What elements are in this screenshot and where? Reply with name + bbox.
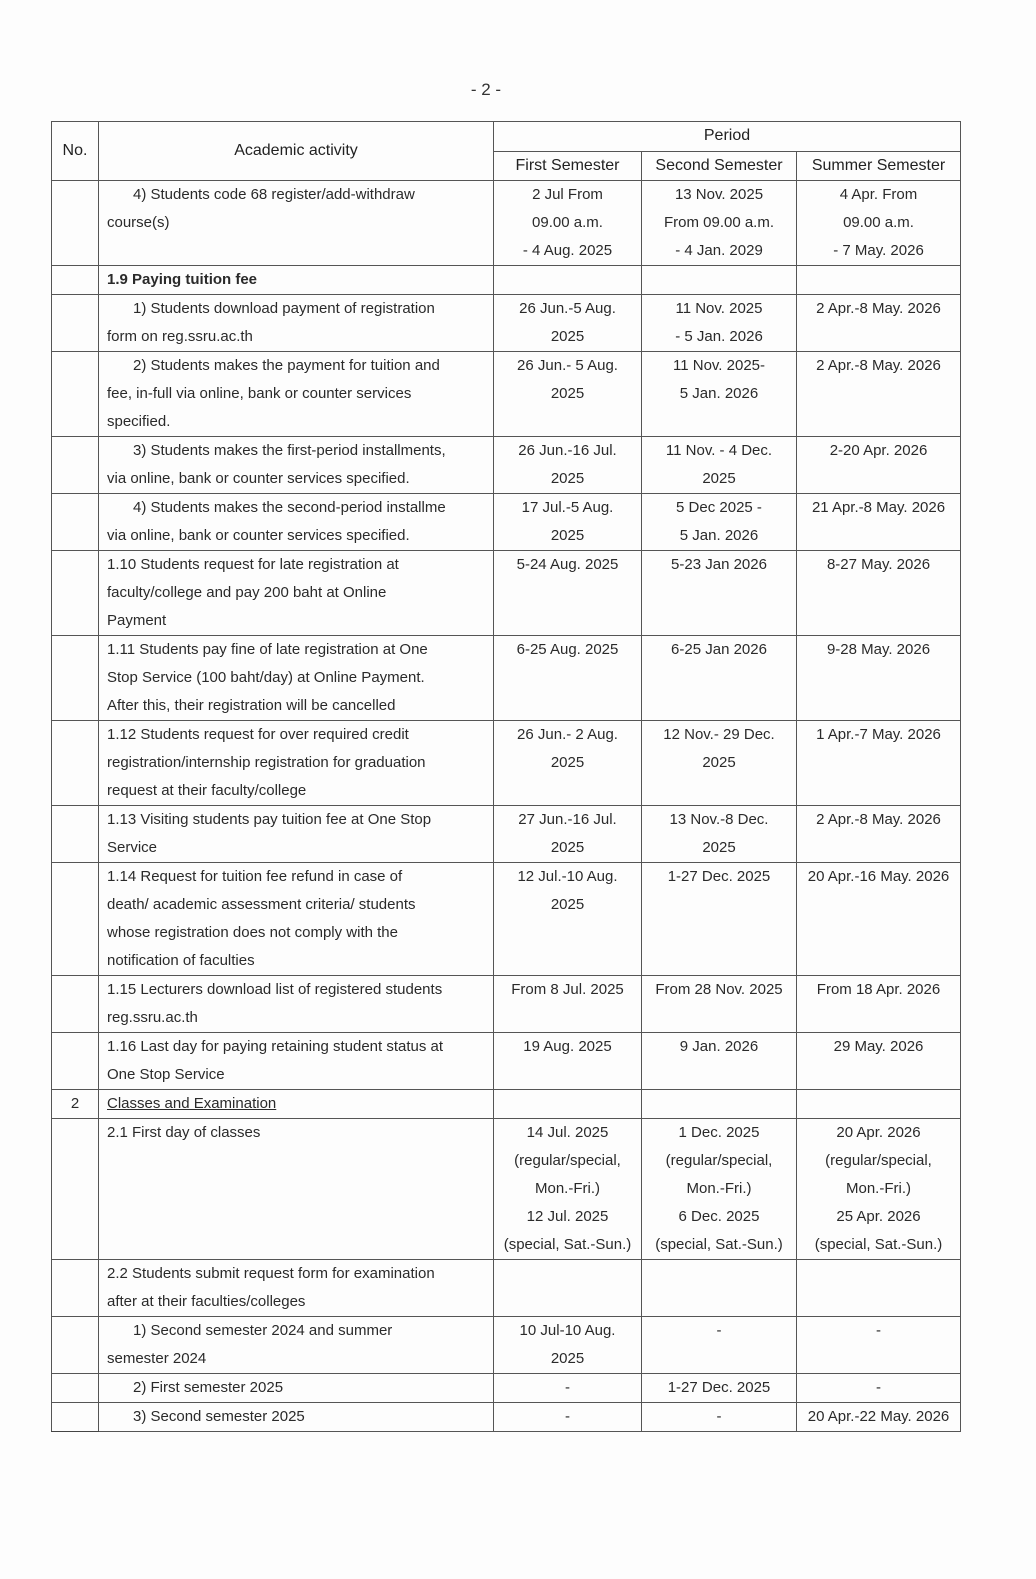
first-semester-date: 17 Jul.-5 Aug. <box>521 499 614 516</box>
activity-cell <box>99 352 494 437</box>
summer-semester-date: 2-20 Apr. 2026 <box>829 442 928 459</box>
header-second-semester: Second Semester <box>642 151 797 181</box>
summer-semester-date: - 7 May. 2026 <box>833 242 924 259</box>
row-number <box>52 1403 99 1432</box>
activity-cell <box>99 863 494 976</box>
row-number <box>52 1317 99 1374</box>
activity-cell <box>99 1317 494 1374</box>
summer-semester-date-cell <box>797 295 961 352</box>
first-semester-date: - <box>565 1379 570 1396</box>
summer-semester-date-cell <box>797 1033 961 1090</box>
activity-text: faculty/college and pay 200 baht at Online <box>107 584 387 601</box>
summer-semester-date: 25 Apr. 2026 <box>836 1208 921 1225</box>
first-semester-date: 2025 <box>550 328 585 345</box>
table-row <box>52 1317 961 1374</box>
activity-text: after at their faculties/colleges <box>107 1293 306 1310</box>
row-number <box>52 806 99 863</box>
second-semester-date-cell <box>642 1090 797 1119</box>
activity-text: course(s) <box>107 214 170 231</box>
summer-semester-date: 1 Apr.-7 May. 2026 <box>816 726 941 743</box>
first-semester-date: 2025 <box>550 754 585 771</box>
first-semester-date: 12 Jul. 2025 <box>526 1208 609 1225</box>
first-semester-date-cell <box>494 1403 642 1432</box>
page-number: - 2 - <box>470 80 502 99</box>
activity-text: 1.14 Request for tuition fee refund in case of <box>107 868 403 885</box>
activity-text: 1.15 Lecturers download list of registered students <box>107 981 443 998</box>
second-semester-date-cell <box>642 352 797 437</box>
second-semester-date-cell <box>642 1317 797 1374</box>
section-title: Classes and Examination <box>107 1095 277 1112</box>
second-semester-date: 6 Dec. 2025 <box>678 1208 760 1225</box>
second-semester-date: (regular/special, <box>665 1152 773 1169</box>
first-semester-date-cell <box>494 352 642 437</box>
second-semester-date-cell <box>642 1403 797 1432</box>
first-semester-date: 2025 <box>550 385 585 402</box>
table-row <box>52 1119 961 1260</box>
row-number <box>52 181 99 266</box>
activity-text: reg.ssru.ac.th <box>107 1009 198 1026</box>
activity-text: via online, bank or counter services specified. <box>107 470 410 487</box>
activity-cell <box>99 976 494 1033</box>
second-semester-date: 11 Nov. - 4 Dec. <box>665 442 773 459</box>
activity-text: via online, bank or counter services specified. <box>107 527 410 544</box>
activity-cell <box>99 1119 494 1260</box>
row-number <box>52 494 99 551</box>
activity-text: Service <box>107 839 158 856</box>
first-semester-date-cell <box>494 181 642 266</box>
first-semester-date-cell <box>494 1260 642 1317</box>
first-semester-date: 19 Aug. 2025 <box>523 1038 612 1055</box>
table-row <box>52 1260 961 1317</box>
first-semester-date-cell <box>494 1119 642 1260</box>
first-semester-date-cell <box>494 1090 642 1119</box>
first-semester-date: 2 Jul From <box>532 186 603 203</box>
header-no: No. <box>52 122 99 181</box>
second-semester-date: 6-25 Jan 2026 <box>671 641 767 658</box>
row-number: 2 <box>52 1090 99 1119</box>
summer-semester-date: 29 May. 2026 <box>833 1038 924 1055</box>
activity-text: 1) Second semester 2024 and summer <box>133 1322 393 1339</box>
activity-cell <box>99 181 494 266</box>
row-number <box>52 976 99 1033</box>
second-semester-date: 13 Nov.-8 Dec. <box>669 811 769 828</box>
second-semester-date: - 5 Jan. 2026 <box>675 328 763 345</box>
summer-semester-date-cell <box>797 1119 961 1260</box>
second-semester-date-cell <box>642 1260 797 1317</box>
summer-semester-date-cell <box>797 266 961 295</box>
activity-text: 3) Students makes the first-period installments, <box>133 442 446 459</box>
summer-semester-date: 8-27 May. 2026 <box>826 556 931 573</box>
second-semester-date-cell <box>642 266 797 295</box>
first-semester-date-cell <box>494 1374 642 1403</box>
second-semester-date: - 4 Jan. 2029 <box>675 242 763 259</box>
summer-semester-date: 2 Apr.-8 May. 2026 <box>816 300 941 317</box>
second-semester-date: From 28 Nov. 2025 <box>655 981 783 998</box>
first-semester-date: 27 Jun.-16 Jul. <box>518 811 617 828</box>
table-row <box>52 494 961 551</box>
table-row <box>52 352 961 437</box>
second-semester-date-cell <box>642 1374 797 1403</box>
second-semester-date: 5 Jan. 2026 <box>679 385 759 402</box>
table-body <box>52 181 961 1432</box>
summer-semester-date-cell <box>797 1090 961 1119</box>
academic-calendar-table <box>51 121 961 1432</box>
activity-text: 2.2 Students submit request form for examination <box>107 1265 435 1282</box>
activity-text: 1) Students download payment of registration <box>133 300 435 317</box>
header-first-semester: First Semester <box>494 151 642 181</box>
first-semester-date-cell <box>494 1033 642 1090</box>
summer-semester-date: 09.00 a.m. <box>843 214 914 231</box>
first-semester-date: 26 Jun.- 5 Aug. <box>517 357 618 374</box>
second-semester-date-cell <box>642 1119 797 1260</box>
summer-semester-date-cell <box>797 976 961 1033</box>
summer-semester-date-cell <box>797 1403 961 1432</box>
second-semester-date: 2025 <box>702 839 736 856</box>
summer-semester-date: 2 Apr.-8 May. 2026 <box>816 811 941 828</box>
first-semester-date-cell <box>494 494 642 551</box>
summer-semester-date-cell <box>797 494 961 551</box>
activity-text: form on reg.ssru.ac.th <box>107 328 253 345</box>
table-row <box>52 863 961 976</box>
second-semester-date-cell <box>642 1033 797 1090</box>
first-semester-date: 09.00 a.m. <box>532 214 603 231</box>
row-number <box>52 721 99 806</box>
header-period: Period <box>494 122 961 152</box>
first-semester-date: 5-24 Aug. 2025 <box>516 556 619 573</box>
second-semester-date: Mon.-Fri.) <box>686 1180 752 1197</box>
first-semester-date: Mon.-Fri.) <box>535 1180 600 1197</box>
second-semester-date-cell <box>642 806 797 863</box>
activity-text: fee, in-full via online, bank or counter services <box>107 385 412 402</box>
summer-semester-date-cell <box>797 721 961 806</box>
activity-text: 1.16 Last day for paying retaining student status at <box>107 1038 444 1055</box>
activity-text: After this, their registration will be cancelled <box>107 697 396 714</box>
first-semester-date: 2025 <box>550 527 585 544</box>
summer-semester-date-cell <box>797 181 961 266</box>
activity-text: 1.11 Students pay fine of late registration at One <box>107 641 428 658</box>
second-semester-date: 5 Jan. 2026 <box>679 527 759 544</box>
row-number <box>52 1260 99 1317</box>
first-semester-date-cell <box>494 551 642 636</box>
activity-text: 2) Students makes the payment for tuition and <box>133 357 440 374</box>
table-row <box>52 295 961 352</box>
summer-semester-date: From 18 Apr. 2026 <box>816 981 941 998</box>
first-semester-date-cell <box>494 636 642 721</box>
first-semester-date: - 4 Aug. 2025 <box>522 242 613 259</box>
activity-text: death/ academic assessment criteria/ students <box>107 896 416 913</box>
first-semester-date-cell <box>494 863 642 976</box>
summer-semester-date: 20 Apr.-22 May. 2026 <box>807 1408 950 1425</box>
first-semester-date-cell <box>494 806 642 863</box>
summer-semester-date-cell <box>797 1374 961 1403</box>
second-semester-date: 11 Nov. 2025 <box>675 300 763 317</box>
second-semester-date: 9 Jan. 2026 <box>679 1038 759 1055</box>
activity-cell <box>99 295 494 352</box>
summer-semester-date-cell <box>797 437 961 494</box>
activity-cell <box>99 1033 494 1090</box>
first-semester-date: 14 Jul. 2025 <box>526 1124 609 1141</box>
activity-cell <box>99 266 494 295</box>
second-semester-date: 1-27 Dec. 2025 <box>667 868 771 885</box>
second-semester-date: 1-27 Dec. 2025 <box>667 1379 771 1396</box>
summer-semester-date: - <box>876 1379 881 1396</box>
first-semester-date: 2025 <box>550 839 585 856</box>
summer-semester-date-cell <box>797 863 961 976</box>
second-semester-date: - <box>716 1408 722 1425</box>
first-semester-date-cell <box>494 437 642 494</box>
activity-text: One Stop Service <box>107 1066 225 1083</box>
first-semester-date-cell <box>494 295 642 352</box>
first-semester-date: 26 Jun.- 2 Aug. <box>517 726 618 743</box>
first-semester-date: (regular/special, <box>514 1152 621 1169</box>
activity-text: Payment <box>107 612 167 629</box>
second-semester-date: 1 Dec. 2025 <box>678 1124 760 1141</box>
row-number <box>52 1374 99 1403</box>
activity-cell <box>99 721 494 806</box>
table-section-row <box>52 1090 961 1119</box>
second-semester-date-cell <box>642 976 797 1033</box>
row-number <box>52 1033 99 1090</box>
second-semester-date-cell <box>642 551 797 636</box>
activity-cell <box>99 1374 494 1403</box>
second-semester-date-cell <box>642 721 797 806</box>
first-semester-date: - <box>565 1408 570 1425</box>
summer-semester-date-cell <box>797 551 961 636</box>
subsection-title: 1.9 Paying tuition fee <box>107 271 258 288</box>
second-semester-date: (special, Sat.-Sun.) <box>655 1236 783 1253</box>
row-number <box>52 863 99 976</box>
activity-text: specified. <box>107 413 171 430</box>
activity-cell <box>99 1260 494 1317</box>
second-semester-date: 11 Nov. 2025- <box>673 357 765 374</box>
row-number <box>52 551 99 636</box>
activity-text: 4) Students makes the second-period installme <box>133 499 446 516</box>
row-number <box>52 1119 99 1260</box>
activity-text: registration/internship registration for graduation <box>107 754 426 771</box>
activity-text: request at their faculty/college <box>107 782 307 799</box>
first-semester-date: (special, Sat.-Sun.) <box>503 1236 632 1253</box>
activity-cell <box>99 1090 494 1119</box>
summer-semester-date-cell <box>797 352 961 437</box>
summer-semester-date-cell <box>797 806 961 863</box>
first-semester-date-cell <box>494 976 642 1033</box>
second-semester-date: From 09.00 a.m. <box>663 214 775 231</box>
table-row <box>52 976 961 1033</box>
activity-cell <box>99 636 494 721</box>
activity-text: 1.13 Visiting students pay tuition fee at One Stop <box>107 811 432 828</box>
table-subheading-row <box>52 266 961 295</box>
activity-cell <box>99 551 494 636</box>
summer-semester-date-cell <box>797 1260 961 1317</box>
activity-text: 1.10 Students request for late registration at <box>107 556 399 573</box>
table-row <box>52 551 961 636</box>
activity-text: Stop Service (100 baht/day) at Online Payment. <box>107 669 425 686</box>
activity-text: notification of faculties <box>107 952 255 969</box>
activity-text: 2.1 First day of classes <box>107 1124 261 1141</box>
second-semester-date-cell <box>642 295 797 352</box>
summer-semester-date: 2 Apr.-8 May. 2026 <box>816 357 941 374</box>
activity-text: semester 2024 <box>107 1350 207 1367</box>
summer-semester-date: (regular/special, <box>825 1152 932 1169</box>
activity-text: whose registration does not comply with the <box>107 924 398 941</box>
second-semester-date: - <box>716 1322 722 1339</box>
row-number <box>52 352 99 437</box>
table-row <box>52 721 961 806</box>
first-semester-date: 6-25 Aug. 2025 <box>516 641 619 658</box>
second-semester-date: 2025 <box>702 754 736 771</box>
activity-text: 2) First semester 2025 <box>133 1379 284 1396</box>
activity-text: 3) Second semester 2025 <box>133 1408 305 1425</box>
table-row <box>52 1403 961 1432</box>
activity-text: 1.12 Students request for over required credit <box>107 726 409 743</box>
summer-semester-date: - <box>876 1322 881 1339</box>
table-row <box>52 181 961 266</box>
summer-semester-date: 9-28 May. 2026 <box>826 641 931 658</box>
summer-semester-date: (special, Sat.-Sun.) <box>814 1236 943 1253</box>
first-semester-date: 26 Jun.-16 Jul. <box>518 442 617 459</box>
second-semester-date: 12 Nov.- 29 Dec. <box>663 726 775 743</box>
first-semester-date-cell <box>494 721 642 806</box>
second-semester-date: 5 Dec 2025 - <box>676 499 762 516</box>
row-number <box>52 266 99 295</box>
table-row <box>52 806 961 863</box>
second-semester-date-cell <box>642 636 797 721</box>
second-semester-date-cell <box>642 437 797 494</box>
header-summer-semester: Summer Semester <box>797 151 961 181</box>
first-semester-date: 2025 <box>550 1350 585 1367</box>
summer-semester-date-cell <box>797 1317 961 1374</box>
table-row <box>52 437 961 494</box>
summer-semester-date-cell <box>797 636 961 721</box>
second-semester-date-cell <box>642 494 797 551</box>
activity-cell <box>99 494 494 551</box>
summer-semester-date: 21 Apr.-8 May. 2026 <box>811 499 946 516</box>
row-number <box>52 636 99 721</box>
second-semester-date-cell <box>642 863 797 976</box>
first-semester-date-cell <box>494 266 642 295</box>
summer-semester-date: 4 Apr. From <box>839 186 918 203</box>
table-row <box>52 1033 961 1090</box>
first-semester-date: 2025 <box>550 896 585 913</box>
table-row <box>52 1374 961 1403</box>
summer-semester-date: 20 Apr. 2026 <box>836 1124 921 1141</box>
second-semester-date: 5-23 Jan 2026 <box>671 556 767 573</box>
header-academic-activity: Academic activity <box>99 122 494 181</box>
first-semester-date: 26 Jun.-5 Aug. <box>519 300 616 317</box>
first-semester-date: 10 Jul-10 Aug. <box>519 1322 616 1339</box>
summer-semester-date: Mon.-Fri.) <box>846 1180 911 1197</box>
activity-text: 4) Students code 68 register/add-withdraw <box>133 186 415 203</box>
second-semester-date-cell <box>642 181 797 266</box>
activity-cell <box>99 806 494 863</box>
row-number <box>52 437 99 494</box>
activity-cell <box>99 1403 494 1432</box>
second-semester-date: 2025 <box>702 470 736 487</box>
first-semester-date: From 8 Jul. 2025 <box>511 981 624 998</box>
table-row <box>52 636 961 721</box>
second-semester-date: 13 Nov. 2025 <box>674 186 764 203</box>
row-number <box>52 295 99 352</box>
first-semester-date: 2025 <box>550 470 585 487</box>
activity-cell <box>99 437 494 494</box>
first-semester-date-cell <box>494 1317 642 1374</box>
summer-semester-date: 20 Apr.-16 May. 2026 <box>807 868 950 885</box>
first-semester-date: 12 Jul.-10 Aug. <box>517 868 618 885</box>
